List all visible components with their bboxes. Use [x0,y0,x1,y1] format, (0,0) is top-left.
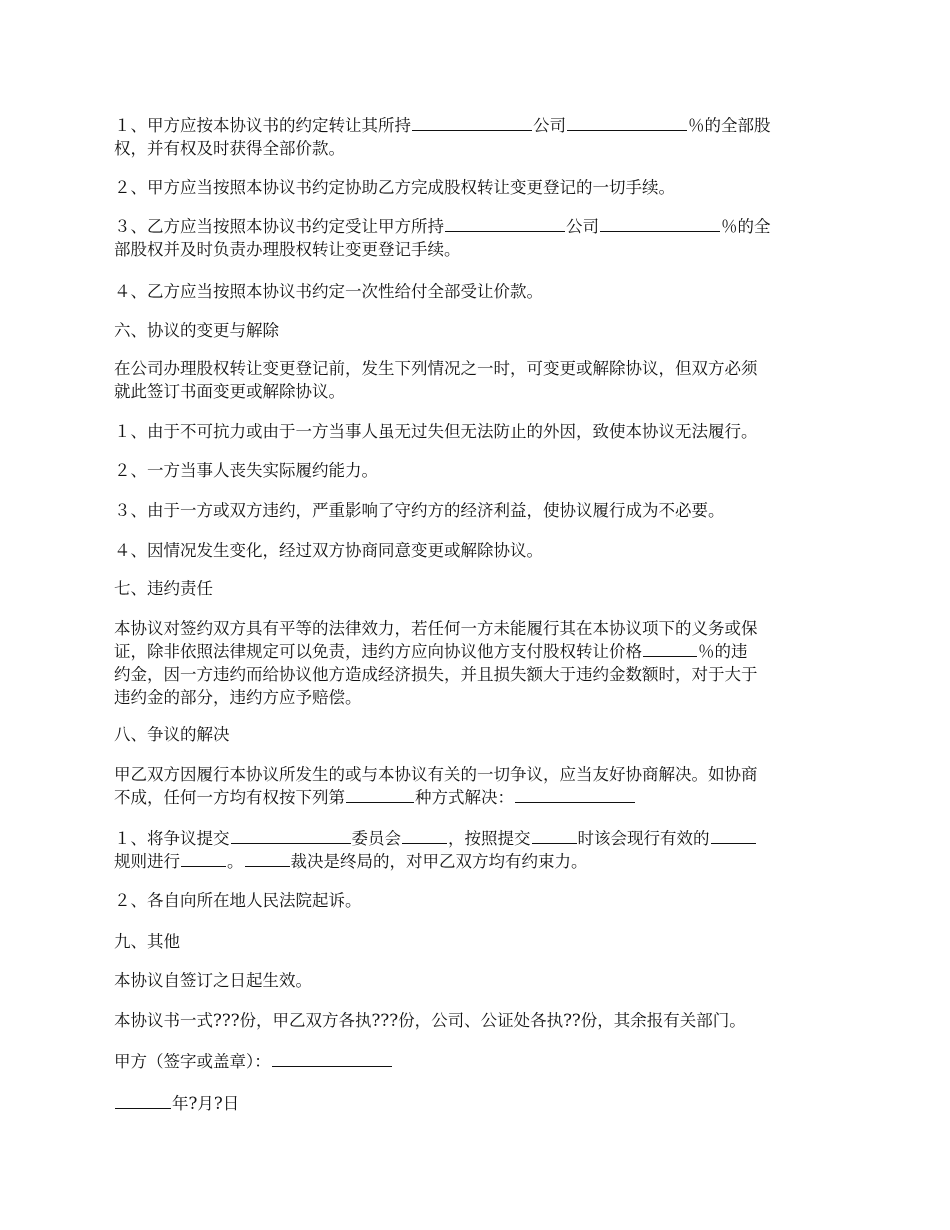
text: 种方式解决： [415,788,514,807]
text: ，按照提交 [448,829,531,848]
heading-text: 七、违约责任 [114,579,213,598]
text: ４、因情况发生变化，经过双方协商同意变更或解除协议。 [114,541,543,560]
blank-line[interactable] [402,827,447,844]
condition-3 [114,499,840,522]
text: 。 [227,852,244,871]
text: 本协议书一式???份，甲乙双方各执???份，公司、公证处各执??份，其余报有关部门。 [114,1011,746,1030]
heading-text: 九、其他 [114,932,180,951]
blank-line[interactable] [245,850,290,867]
clause-2 [114,176,840,199]
effective-clause [114,969,840,992]
text: 不成，任何一方均有权按下列第 [114,788,345,807]
party-a-signature [114,1050,840,1073]
text: ４、乙方应当按照本协议书约定一次性给付全部受让价款。 [114,282,543,301]
heading-text: 八、争议的解决 [114,725,230,744]
text: １、由于不可抗力或由于一方当事人虽无过失但无法防止的外因，致使本协议无法履行。 [114,422,758,441]
text: ２、一方当事人丧失实际履约能力。 [114,461,378,480]
blank-line[interactable] [445,215,565,232]
blank-line[interactable] [643,640,697,657]
section-heading-8 [114,723,840,746]
text: 权，并有权及时获得全部价款。 [114,139,345,158]
text: 就此签订书面变更或解除协议。 [114,382,345,401]
text: 证，除非依照法律规定可以免责，违约方应向协议他方支付股权转让价格 [114,642,642,661]
text: 公司 [533,116,566,135]
blank-line[interactable] [181,850,226,867]
text: 本协议对签约双方具有平等的法律效力，若任何一方未能履行其在本协议项下的义务或保 [114,619,758,638]
heading-text: 六、协议的变更与解除 [114,321,279,340]
text: ％的全 [721,217,771,236]
text: 甲乙双方因履行本协议所发生的或与本协议有关的一切争议，应当友好协商解决。如协商 [114,765,758,784]
text: 本协议自签订之日起生效。 [114,971,312,990]
text: ２、甲方应当按照本协议书约定协助乙方完成股权转让变更登记的一切手续。 [114,178,675,197]
text: ％的全部股 [688,116,771,135]
text: 甲方（签字或盖章）： [114,1052,271,1071]
dispute-option-1 [114,827,840,873]
clause-4 [114,280,840,303]
section-heading-9 [114,930,840,953]
condition-2 [114,459,840,482]
text: 部股权并及时负责办理股权转让变更登记手续。 [114,240,461,259]
blank-line[interactable] [600,215,720,232]
blank-line[interactable] [711,827,756,844]
clause-1 [114,114,840,160]
text: 公司 [566,217,599,236]
text: 时该会现行有效的 [577,829,710,848]
dispute-option-2 [114,889,840,912]
text: 约金，因一方违约而给协议他方造成经济损失，并且损失额大于违约金数额时，对于大于 [114,665,758,684]
section-heading-7 [114,577,840,600]
clause-3 [114,215,840,261]
text: 裁决是终局的，对甲乙双方均有约束力。 [290,852,588,871]
condition-4 [114,539,840,562]
blank-line[interactable] [346,786,414,803]
blank-line[interactable] [412,114,532,131]
date-line [114,1092,840,1115]
paragraph-change-conditions [114,357,840,403]
blank-line[interactable] [567,114,687,131]
text: ％的违 [698,642,748,661]
text: ２、各自向所在地人民法院起诉。 [114,891,362,910]
blank-line[interactable] [532,827,577,844]
condition-1 [114,420,840,443]
text: 违约金的部分，违约方应予赔偿。 [114,688,362,707]
text: 在公司办理股权转让变更登记前，发生下列情况之一时，可变更或解除协议，但双方必须 [114,359,758,378]
year-blank[interactable] [115,1092,171,1109]
text: ３、由于一方或双方违约，严重影响了守约方的经济利益，使协议履行成为不必要。 [114,501,725,520]
blank-line[interactable] [515,786,635,803]
signature-blank[interactable] [272,1050,392,1067]
text: 委员会 [351,829,401,848]
text: ３、乙方应当按照本协议书约定受让甲方所持 [114,217,444,236]
paragraph-dispute [114,763,840,809]
copies-clause [114,1009,840,1032]
text: １、甲方应按本协议书的约定转让其所持 [114,116,411,135]
paragraph-liability [114,617,840,709]
blank-line[interactable] [231,827,351,844]
text: 年?月?日 [172,1094,240,1113]
section-heading-6 [114,319,840,342]
text: １、将争议提交 [114,829,230,848]
text: 规则进行 [114,852,180,871]
